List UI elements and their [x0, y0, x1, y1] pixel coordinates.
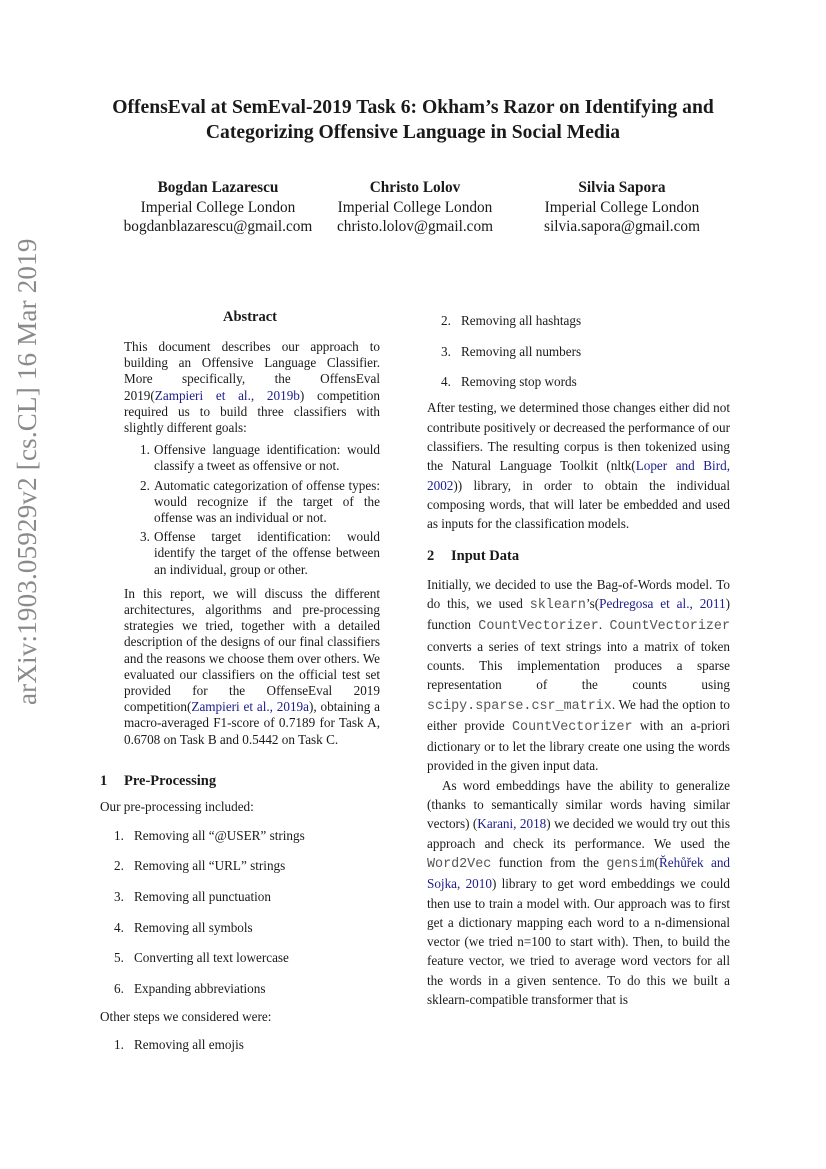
list-number: 3.	[140, 529, 150, 545]
citation-link[interactable]: Zampieri et al., 2019b	[154, 387, 300, 403]
list-text: Removing stop words	[461, 374, 577, 390]
citation-link[interactable]: Zampieri et al., 2019a	[191, 699, 310, 715]
text-run: (	[654, 854, 659, 870]
section-number: 1	[100, 773, 108, 789]
section-title: Pre-Processing	[124, 773, 217, 789]
author-name: Bogdan Lazarescu	[157, 179, 279, 196]
text-run: . We had the option to either provide	[427, 696, 730, 733]
code-span: Word2Vec	[427, 856, 492, 872]
text-run: ) we decided we would try out this approach and check its performance. We used the	[427, 816, 730, 851]
right-column	[427, 311, 730, 1009]
text-run: converts a series of text strings into a matrix of token counts. This implementation produces a sparse representation of the counts using	[427, 638, 730, 693]
author-affiliation: Imperial College London	[544, 198, 700, 216]
list-number: 2.	[114, 858, 124, 874]
code-span: CountVectorizer	[478, 619, 599, 635]
text-run: ), obtaining a macro-averaged F1-score of 0.7189 for Task A, 0.6708 on Task B and 0.5442 on Task C.	[124, 699, 380, 747]
list-item	[100, 1035, 395, 1054]
text-run: After testing, we determined those changes either did not contribute positively or decreased the performance of our classifiers. The resulting corpus is then tokenized using the Natural Language Toolkit (nltk(	[427, 400, 730, 474]
abstract-paragraph-2	[124, 586, 380, 748]
arxiv-stamp: arXiv:1903.05929v2 [cs.CL] 16 Mar 2019	[12, 238, 42, 705]
list-item	[427, 342, 730, 361]
author-affiliation: Imperial College London	[337, 198, 493, 216]
section-intro: Our pre-processing included:	[100, 799, 254, 815]
abstract-heading: Abstract	[223, 309, 277, 325]
text-run: function from the	[491, 854, 607, 870]
section-heading	[100, 772, 395, 791]
abstract-paragraph-1	[124, 339, 380, 436]
list-text: Removing all emojis	[134, 1037, 244, 1053]
goal-item	[140, 478, 380, 527]
text-run: with an a-priori dictionary or to let the library create one using the words provided in the given input data.	[427, 717, 731, 774]
left-column-section-1	[100, 772, 395, 1066]
text-run: Initially, we decided to use the Bag-of-Words model. To do this, we used	[427, 576, 730, 612]
list-item	[100, 979, 395, 998]
text-run: As word embeddings have the ability to generalize (thanks to semantically similar words having similar vectors) (	[427, 777, 730, 832]
citation-link[interactable]: Řehůřek and Sojka, 2010	[427, 854, 731, 892]
list-number: 1.	[140, 442, 150, 458]
list-number: 1.	[114, 827, 124, 843]
list-number: 4.	[441, 374, 451, 390]
author-name: Christo Lolov	[369, 179, 461, 196]
list-text: Removing all “URL” strings	[134, 858, 286, 874]
text-run: ’s(	[585, 596, 600, 612]
input-data-paragraph-1	[427, 575, 730, 776]
citation-link[interactable]: Pedregosa et al., 2011	[599, 596, 726, 612]
list-text: Removing all “@USER” strings	[134, 827, 305, 843]
list-number: 5.	[114, 950, 124, 966]
text-run: In this report, we will discuss the different architectures, algorithms and pre-processing strategies we tried, together with a detailed description of the designs of our final classifiers and the reasons we choose them over others. We evaluated our classifiers on the official test set provided for the OffenseEval 2019 competition(	[124, 585, 380, 715]
after-testing-paragraph	[427, 398, 730, 533]
list-text: Expanding abbreviations	[134, 981, 266, 997]
other-steps-list-continued	[427, 311, 730, 391]
text-run: .	[598, 617, 610, 633]
author-name: Silvia Sapora	[578, 179, 666, 196]
other-steps-intro: Other steps we considered were:	[100, 1008, 272, 1024]
list-number: 6.	[114, 981, 124, 997]
other-steps-list	[100, 1035, 395, 1054]
list-text: Removing all symbols	[134, 919, 253, 935]
text-run: )) library, in order to obtain the individual composing words, that will later be embedded and used as inputs for the classification models.	[427, 477, 730, 532]
list-number: 1.	[114, 1037, 124, 1053]
code-span: scipy.sparse.csr_matrix	[427, 698, 612, 714]
list-number: 3.	[441, 343, 451, 359]
code-span: CountVectorizer	[512, 719, 633, 735]
text-run: ) competition required us to build three classifiers with slightly different goals:	[124, 387, 380, 436]
list-number: 4.	[114, 919, 124, 935]
citation-link[interactable]: Karani, 2018	[477, 816, 547, 832]
code-span: CountVectorizer	[609, 619, 730, 635]
list-item	[100, 826, 395, 845]
goal-text: Offensive language identification: would classify a tweet as offensive or not.	[154, 442, 380, 474]
list-item	[427, 372, 730, 391]
author-email[interactable]: bogdanblazarescu@gmail.com	[123, 218, 313, 235]
code-span: gensim	[606, 856, 655, 872]
list-number: 3.	[114, 888, 124, 904]
goal-text: Automatic categorization of offense types: would recognize if the target of the offense was an individual or not.	[154, 477, 380, 526]
list-text: Removing all hashtags	[461, 313, 582, 328]
author-2	[295, 178, 535, 237]
list-item	[100, 918, 395, 937]
list-item	[100, 948, 395, 967]
list-item	[100, 887, 395, 906]
list-number: 2.	[441, 313, 451, 328]
author-3	[502, 178, 742, 237]
author-affiliation: Imperial College London	[140, 198, 296, 216]
author-email[interactable]: christo.lolov@gmail.com	[337, 218, 493, 235]
section-number: 2	[427, 548, 435, 565]
text-run: ) library to get word embeddings we could then use to train a model with. Our approach was to first get a dictionary mapping each word to a n-dimensional vector (we tried n=100 to start with). Then, to build the feature vector, we tried to average word vectors for all the words in a given sentence. To do this we built a sklearn-compatible transformer that is	[427, 876, 730, 1007]
list-item	[100, 856, 395, 875]
paper-title	[60, 95, 766, 145]
author-email[interactable]: silvia.sapora@gmail.com	[544, 218, 700, 235]
abstract-body	[124, 339, 380, 748]
preprocessing-steps-list	[100, 826, 395, 998]
list-number: 2.	[140, 477, 150, 493]
paper-title-line-1: OffensEval at SemEval-2019 Task 6: Okham’s Razor on Identifying and	[112, 97, 714, 118]
code-span: sklearn	[529, 598, 586, 614]
section-heading	[427, 547, 730, 566]
goal-item	[140, 529, 380, 578]
goals-list	[124, 442, 380, 578]
paper-title-line-2: Categorizing Offensive Language in Social Media	[205, 122, 621, 143]
list-text: Removing all punctuation	[134, 888, 271, 904]
section-title: Input Data	[451, 548, 520, 565]
text-run: This document describes our approach to building an Offensive Language Classifier. More specifically, the OffensEval 2019(	[124, 339, 380, 403]
input-data-paragraph-2	[427, 776, 730, 1010]
list-text: Removing all numbers	[461, 343, 582, 359]
text-run: ) function	[427, 596, 730, 633]
list-item	[427, 311, 730, 330]
goal-text: Offense target identification: would identify the target of the offense between an individual, group or other.	[154, 529, 380, 577]
list-text: Converting all text lowercase	[134, 950, 289, 966]
goal-item	[140, 442, 380, 474]
citation-link[interactable]: Loper and Bird, 2002	[427, 458, 730, 493]
